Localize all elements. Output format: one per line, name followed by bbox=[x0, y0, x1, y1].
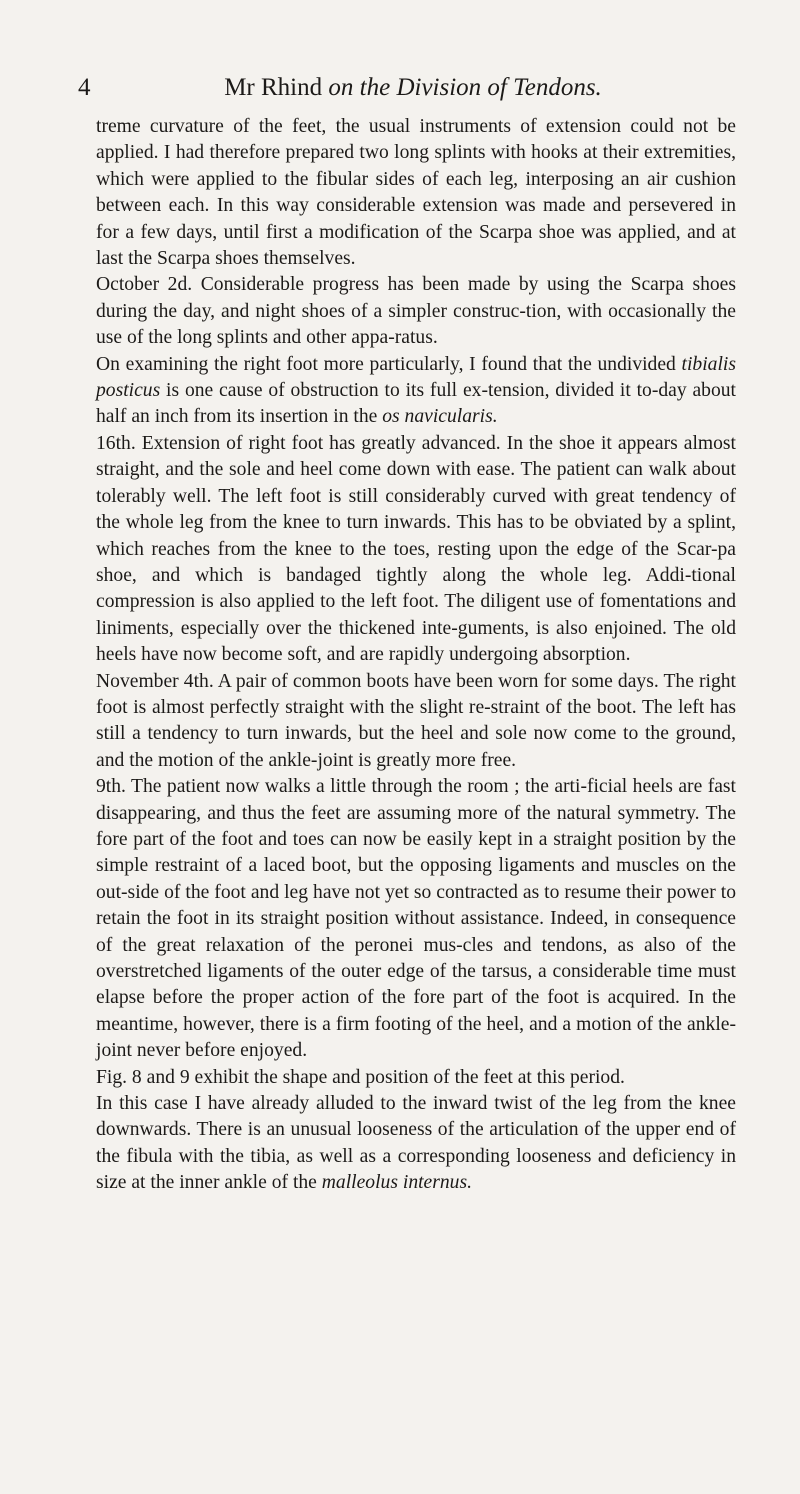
title-author: Mr Rhind bbox=[224, 74, 329, 101]
paragraph-november-4th: November 4th. A pair of common boots have been worn for some days. The right foot is almost perfectly straight with the slight re-straint of the boot. The left has still a tendency to turn inwards, but the heel and sole now come to the ground, and the motion of the ankle-joint is greatly more free. bbox=[96, 670, 736, 771]
title-division: Division of bbox=[396, 74, 514, 101]
paragraph-text: On examining the right foot more particularly, I found that the undivided bbox=[96, 353, 682, 375]
paragraph-continuation: treme curvature of the feet, the usual instruments of extension could not be applied. I had therefore prepared two long splints with hooks at their extremities, which were applied to the fibular sides of each leg, interposing an air cushion between each. In this way considerable extension was made and persevered in for a few days, until first a modification of the Scarpa shoe was applied, and at last the Scarpa shoes themselves. bbox=[96, 116, 736, 270]
running-head bbox=[78, 74, 728, 110]
page-number: 4 bbox=[78, 74, 91, 101]
paragraph-italic-term: tibialis posticus bbox=[96, 353, 736, 402]
paragraph-inward-twist bbox=[96, 1091, 736, 1197]
paragraph-fig-reference: Fig. 8 and 9 exhibit the shape and position of the feet at this period. bbox=[96, 1066, 625, 1088]
running-title bbox=[78, 74, 728, 102]
paragraph-16th: 16th. Extension of right foot has greatly advanced. In the shoe it appears almost straight, and the sole and heel come down with ease. The patient can walk about tolerably well. The left foot is still considerably curved with great tendency of the whole leg from the knee to turn inwards. This has to be obviated by a splint, which reaches from the knee to the toes, resting upon the edge of the Scar-pa shoe, and which is bandaged tightly along the whole leg. Addi-tional compression is also applied to the left foot. The diligent use of fomentations and liniments, especially over the thickened inte-guments, is also enjoined. The old heels have now become soft, and are rapidly undergoing absorption. bbox=[96, 432, 736, 666]
paragraph-9th: 9th. The patient now walks a little through the room ; the arti-ficial heels are fast disappearing, and thus the feet are assuming more of the natural symmetry. The fore part of the foot and toes can now be easily kept in a straight position by the simple restraint of a laced boot, but the opposing ligaments and muscles on the out-side of the foot and leg have not yet so contracted as to resume their power to retain the foot in its straight position without assistance. Indeed, in consequence of the great relaxation of the peronei mus-cles and tendons, as also of the overstretched ligaments of the outer edge of the tarsus, a considerable time must elapse before the proper action of the fore part of the foot is acquired. In the meantime, however, there is a firm footing of the heel, and a motion of the ankle-joint never before enjoyed. bbox=[96, 776, 736, 1062]
body-text bbox=[96, 114, 736, 1197]
paragraph-italic-term: malleolus internus. bbox=[321, 1172, 472, 1194]
title-on: on the bbox=[328, 74, 397, 101]
paragraph-right-foot bbox=[96, 352, 736, 431]
paragraph-october-2d: October 2d. Considerable progress has been made by using the Scarpa shoes during the day, and night shoes of a simpler construc-tion, with occasionally the use of the long splints and other appa-ratus. bbox=[96, 274, 736, 349]
title-tendons: Tendons. bbox=[513, 74, 602, 101]
paragraph-italic-term: os navicularis. bbox=[382, 406, 498, 428]
paragraph-text: In this case I have already alluded to the inward twist of the leg from the knee downwards. There is an unusual looseness of the articulation of the upper end of the fibula with the tibia, as well as a corresponding looseness and deficiency in size at the inner ankle of the bbox=[96, 1093, 736, 1194]
paragraph-text: is one cause of obstruction to its full ex-tension, divided it to-day about half an inch from its insertion in the bbox=[96, 380, 736, 428]
